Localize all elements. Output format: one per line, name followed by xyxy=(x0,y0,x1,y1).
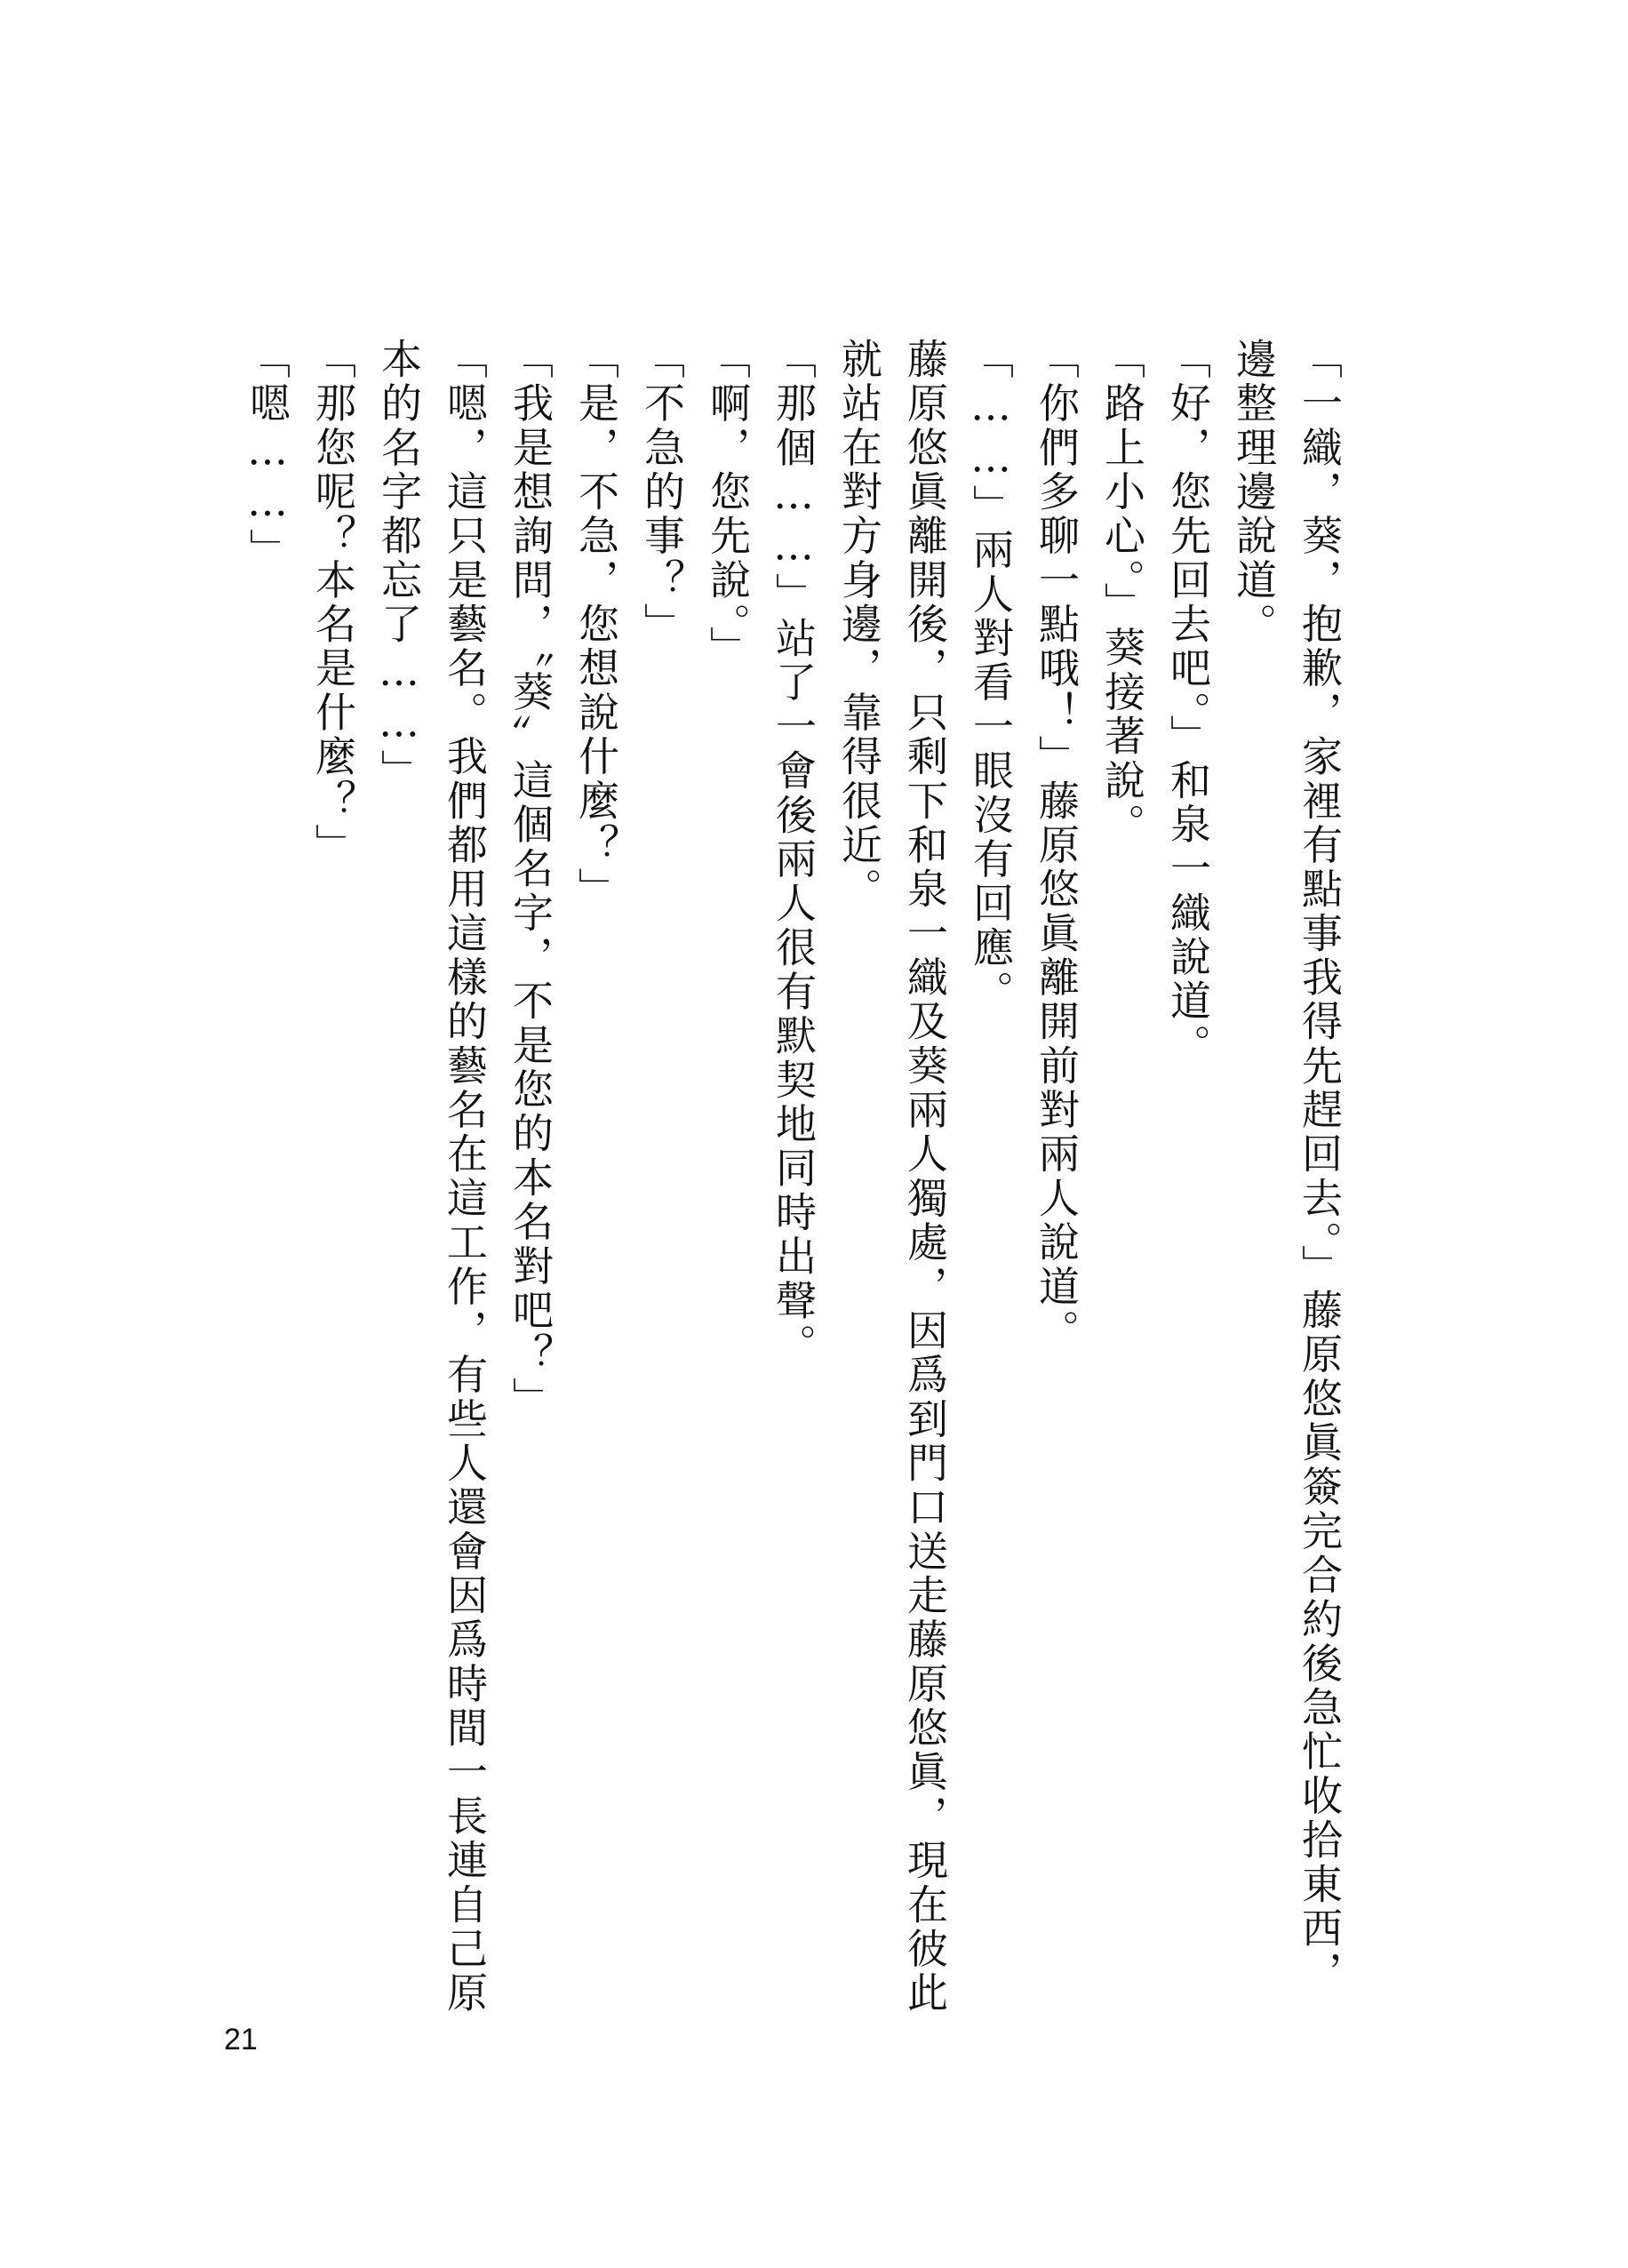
paragraph-7: 「那個……」站了一會後兩人很有默契地同時出聲。 xyxy=(770,337,818,1368)
paragraph-1: 「一織，葵，抱歉，家裡有點事我得先趕回去。」藤原悠眞簽完合約後急忙收拾東西，邊整理邊說道。 xyxy=(1230,337,1344,1995)
paragraph-13: 「那您呢？本名是什麼？」 xyxy=(309,337,357,867)
paragraph-5: 「……」兩人對看一眼沒有回應。 xyxy=(967,337,1015,1014)
paragraph-14: 「嗯……」 xyxy=(243,337,291,573)
paragraph-12: 「嗯，這只是藝名。我們都用這樣的藝名在這工作，有些人還會因爲時間一長連自己原本的名字都忘了……」 xyxy=(375,337,489,2016)
paragraph-4: 「你們多聊一點哦！」藤原悠眞離開前對兩人說道。 xyxy=(1033,337,1081,1354)
paragraph-11: 「我是想詢問，〝葵〞這個名字，不是您的本名對吧？」 xyxy=(507,337,555,1421)
paragraph-8: 「啊，您先說。」 xyxy=(704,337,752,671)
paragraph-6: 藤原悠眞離開後，只剩下和泉一織及葵兩人獨處，因爲到門口送走藤原悠眞，現在彼此就站在對方身邊，靠得很近。 xyxy=(835,337,949,2016)
page-number: 21 xyxy=(224,2023,258,2056)
vertical-text-body xyxy=(144,293,1353,2035)
paragraph-9: 「不急的事？」 xyxy=(638,337,686,647)
paragraph-3: 「路上小心。」葵接著說。 xyxy=(1098,337,1146,847)
paragraph-2: 「好，您先回去吧。」和泉一織說道。 xyxy=(1164,337,1212,1068)
paragraph-10: 「是，不急，您想說什麼？」 xyxy=(572,337,620,912)
